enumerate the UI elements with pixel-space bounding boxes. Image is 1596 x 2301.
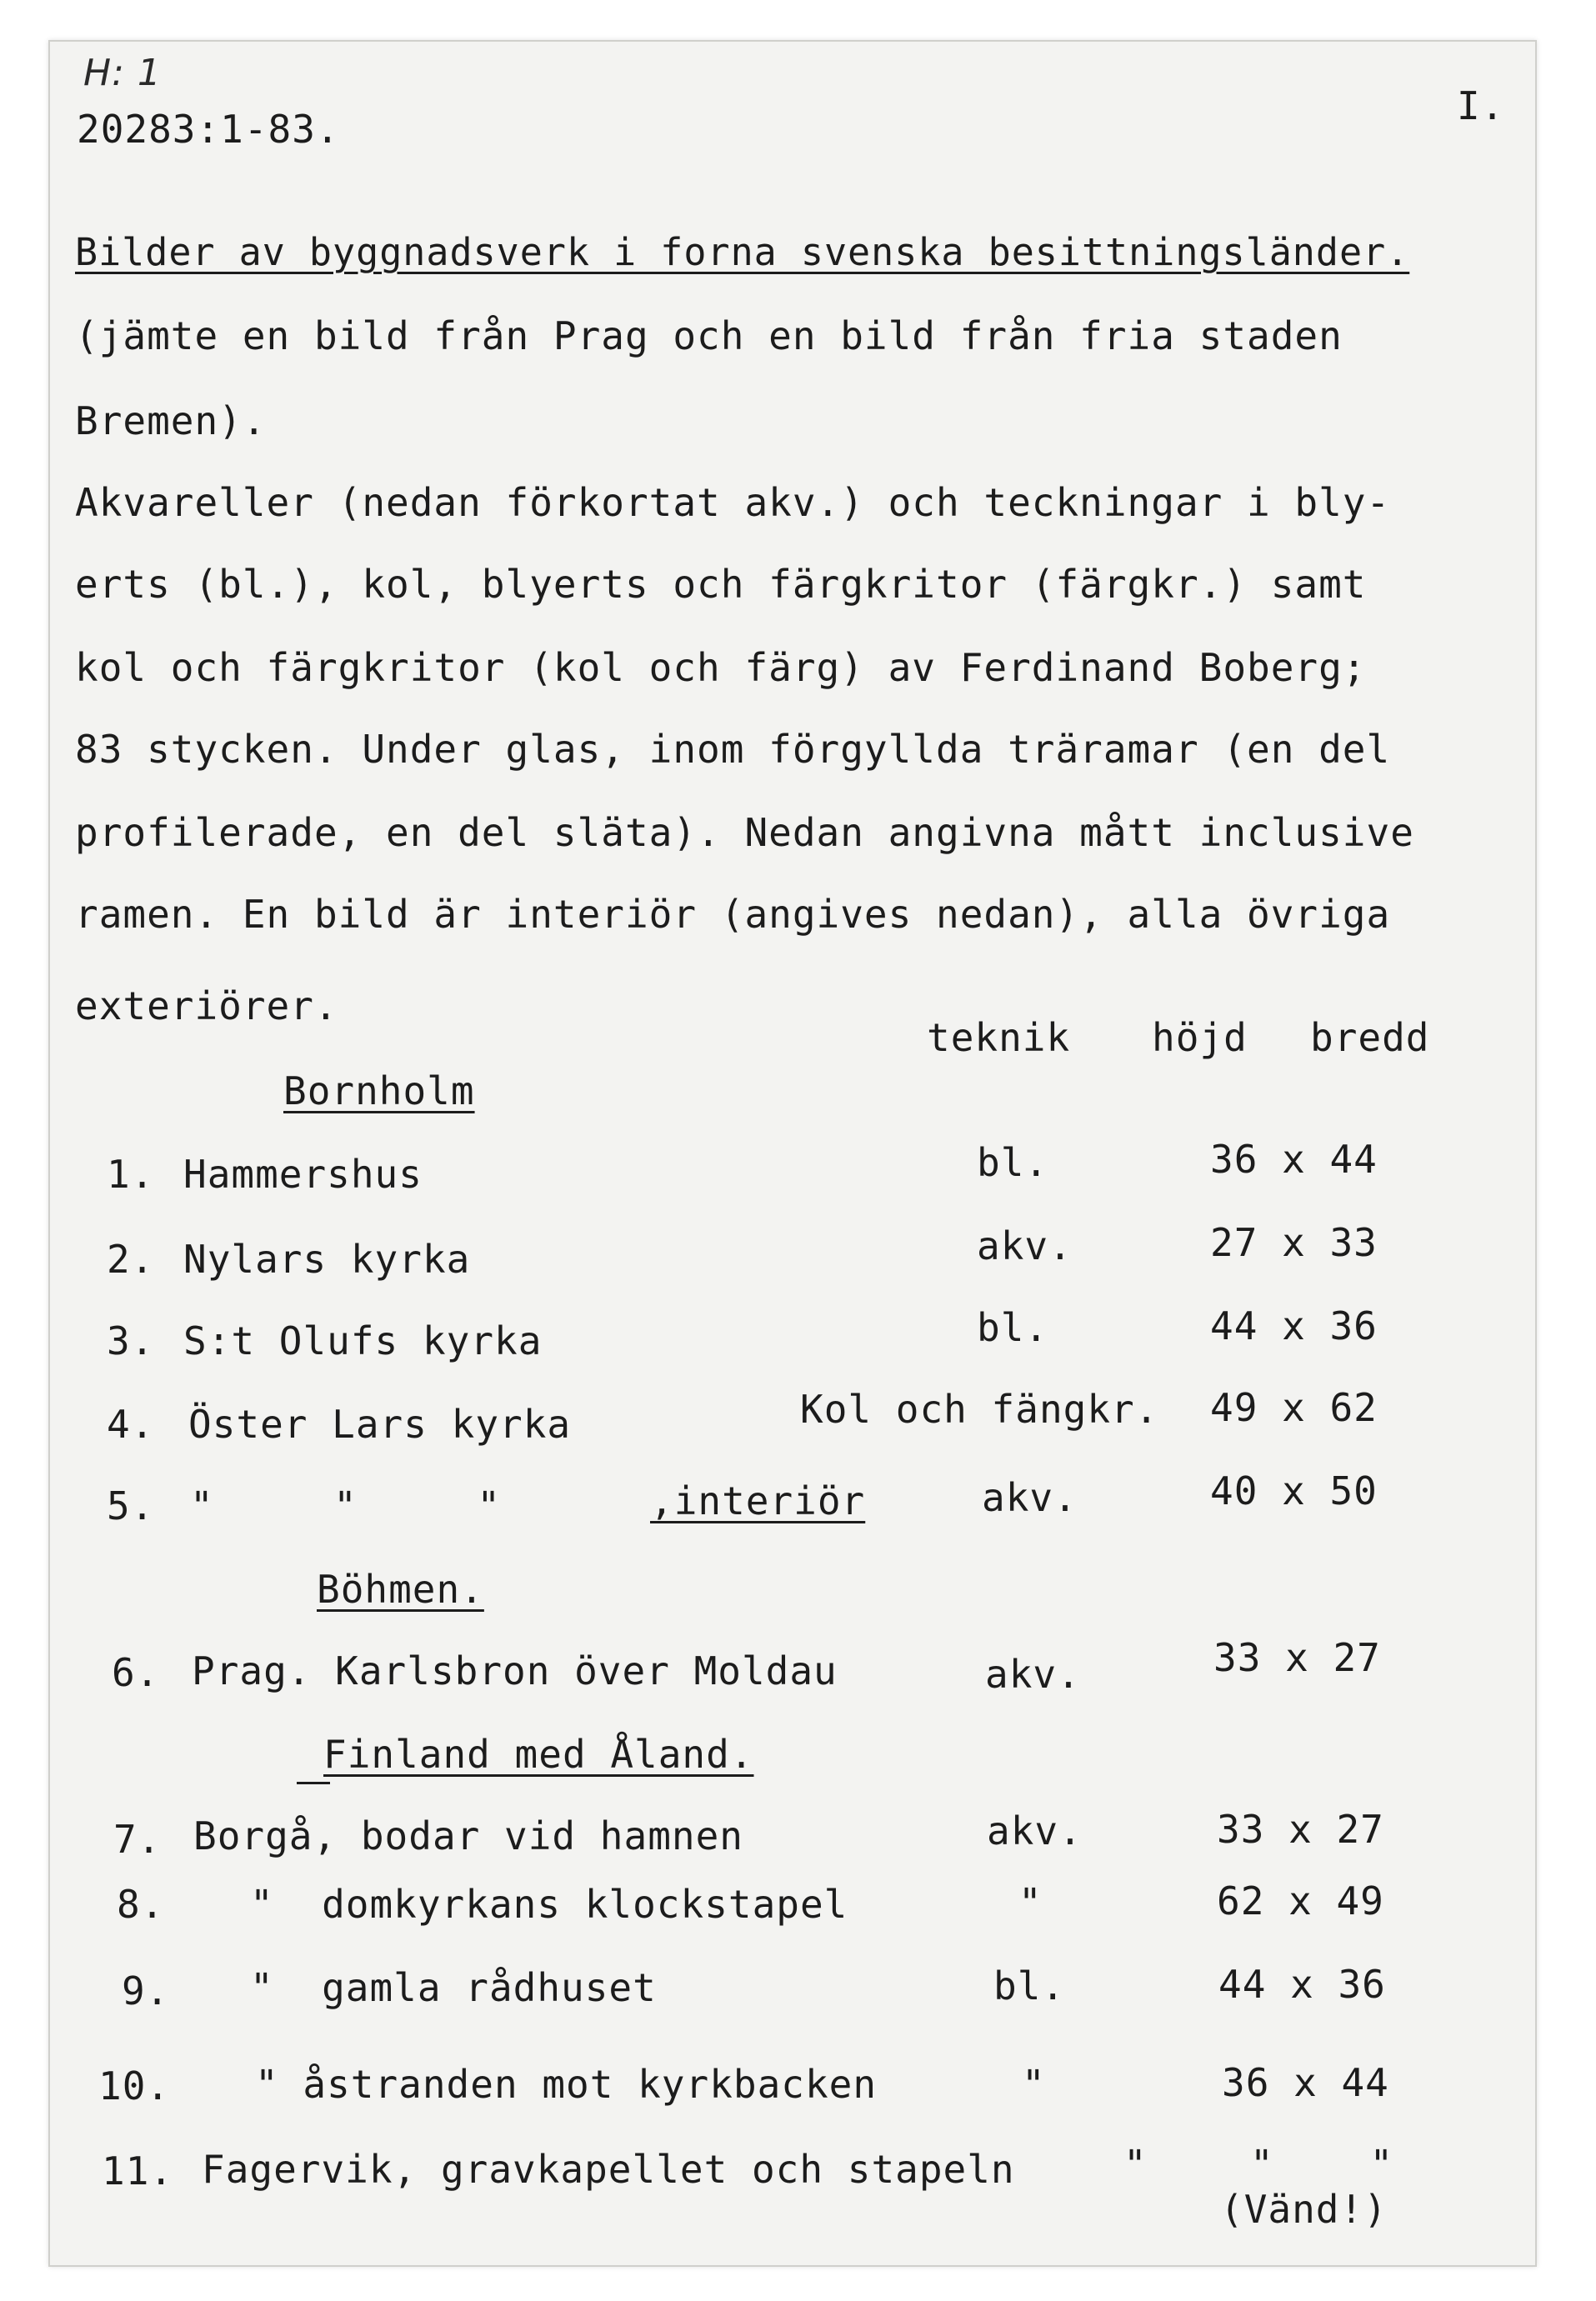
item-number: 3. [107, 1318, 155, 1363]
intro-line: Akvareller (nedan förkortat akv.) och teckningar i bly- [75, 480, 1391, 525]
item-dimensions: 49 x 62 [1210, 1385, 1378, 1430]
item-technique: " [1022, 2062, 1046, 2107]
item-dimensions: 40 x 50 [1210, 1468, 1378, 1513]
item-technique: akv. [985, 1652, 1081, 1697]
item-dimensions: 36 x 44 [1210, 1137, 1378, 1182]
item-title: Fagervik, gravkapellet och stapeln [202, 2147, 1015, 2192]
item-number: 11. [102, 2148, 174, 2193]
item-dimensions: 33 x 27 [1213, 1635, 1381, 1680]
item-dimensions: 33 x 27 [1217, 1807, 1384, 1852]
item-title-note: ,interiör [650, 1478, 866, 1523]
turn-over-note: (Vänd!) [1220, 2187, 1388, 2232]
page-number: I. [1457, 83, 1505, 128]
item-title: " domkyrkans klockstapel [250, 1882, 848, 1927]
item-number: 4. [107, 1402, 155, 1447]
column-header-width: bredd [1310, 1015, 1430, 1060]
item-technique: akv. [987, 1808, 1083, 1853]
intro-line: Bremen). [75, 398, 267, 443]
section-heading: Bornholm [283, 1068, 475, 1113]
item-dimensions: 44 x 36 [1210, 1303, 1378, 1348]
item-number: 6. [112, 1650, 160, 1695]
intro-line: ramen. En bild är interiör (angives nedan), alla övriga [75, 892, 1391, 937]
intro-line: erts (bl.), kol, blyerts och färgkritor (färgkr.) samt [75, 562, 1367, 607]
item-dimensions: 62 x 49 [1217, 1878, 1384, 1923]
item-dimensions: 36 x 44 [1222, 2060, 1389, 2105]
item-title: Prag. Karlsbron över Moldau [192, 1648, 838, 1693]
section-heading: Finland med Åland. [323, 1732, 754, 1777]
item-title: " " " [190, 1483, 502, 1528]
intro-line: profilerade, en del släta). Nedan angivna mått inclusive [75, 810, 1414, 855]
intro-line: kol och färgkritor (kol och färg) av Ferdinand Boberg; [75, 645, 1367, 690]
intro-line: exteriörer. [75, 983, 338, 1028]
item-title: Borgå, bodar vid hamnen [193, 1813, 743, 1858]
catalogue-number: 20283:1-83. [77, 107, 340, 152]
intro-line: (jämte en bild från Prag och en bild från fria staden [75, 313, 1343, 358]
handwritten-mark: H: 1 [83, 52, 162, 94]
item-technique: Kol och fängkr. [800, 1387, 1159, 1432]
document-title: Bilder av byggnadsverk i forna svenska besittningsländer. [75, 230, 1410, 274]
intro-line: 83 stycken. Under glas, inom förgyllda träramar (en del [75, 727, 1391, 772]
column-header-height: höjd [1152, 1015, 1248, 1060]
item-technique: bl. [977, 1305, 1049, 1350]
item-technique: akv. [982, 1475, 1078, 1520]
item-title: Nylars kyrka [183, 1237, 471, 1282]
item-number: 5. [107, 1483, 155, 1528]
item-technique: bl. [993, 1963, 1066, 2008]
item-title: Öster Lars kyrka [188, 1402, 572, 1447]
item-dimensions: 27 x 33 [1210, 1220, 1378, 1265]
section-heading: Böhmen. [317, 1567, 484, 1612]
item-number: 8. [117, 1882, 165, 1927]
item-number: 9. [122, 1968, 170, 2013]
item-technique: bl. [977, 1140, 1049, 1185]
item-number: 1. [107, 1152, 155, 1197]
item-title: " gamla rådhuset [250, 1965, 657, 2010]
item-title: S:t Olufs kyrka [183, 1318, 543, 1363]
item-number: 10. [98, 2063, 171, 2108]
item-number: 7. [113, 1817, 162, 1862]
item-dimensions: " " [1250, 2142, 1394, 2187]
item-title: Hammershus [183, 1152, 423, 1197]
item-number: 2. [107, 1237, 155, 1282]
item-technique: akv. [977, 1223, 1073, 1268]
item-technique: " [1018, 1880, 1043, 1925]
item-title: " åstranden mot kyrkbacken [255, 2062, 878, 2107]
section-underline-extension [297, 1782, 330, 1784]
column-header-technique: teknik [927, 1015, 1071, 1060]
item-technique: " [1123, 2142, 1148, 2187]
item-dimensions: 44 x 36 [1218, 1962, 1386, 2007]
